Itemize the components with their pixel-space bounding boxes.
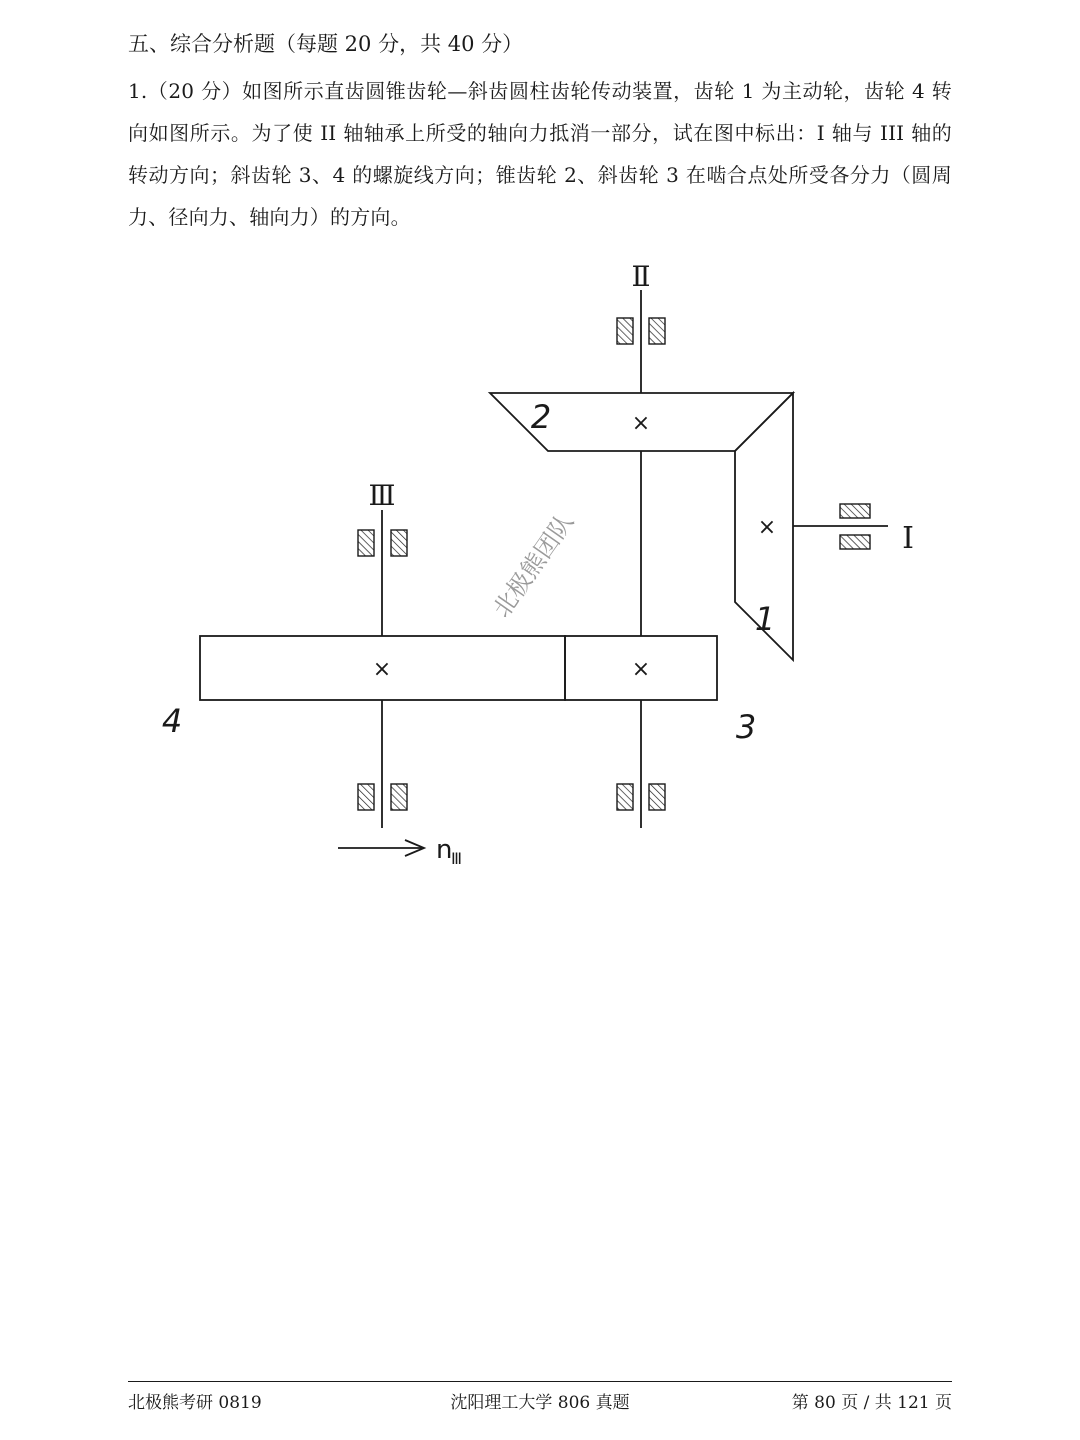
gear-1-axis-mark: × bbox=[757, 515, 777, 540]
page-footer bbox=[128, 1388, 952, 1418]
footer-divider bbox=[128, 1381, 952, 1382]
rotation-label: n bbox=[436, 835, 453, 865]
gear-4-label: 4 bbox=[161, 702, 183, 740]
footer-page-number: 第 80 页 / 共 121 页 bbox=[791, 1393, 952, 1413]
gear-1-label: 1 bbox=[754, 600, 776, 638]
gear-2-axis-mark: × bbox=[631, 411, 651, 436]
gear-3-label: 3 bbox=[735, 708, 757, 746]
rotation-subscript: Ⅲ bbox=[451, 849, 463, 868]
gear-2-label: 2 bbox=[530, 398, 552, 436]
shaft-1-label: I bbox=[902, 521, 914, 556]
gear-4-axis-mark: × bbox=[372, 657, 392, 682]
question-text: 1.（20 分）如图所示直齿圆锥齿轮—斜齿圆柱齿轮传动装置，齿轮 1 为主动轮，齿轮 4 转向如图所示。为了使 II 轴轴承上所受的轴向力抵消一部分，试在图中标出：I 轴与 III 轴的转动方向；斜齿轮 3、4 的螺旋线方向；锥齿轮 2、斜齿轮 3 在啮合点处所受各分力（圆周力、径向力、轴向力）的方向。 bbox=[128, 79, 952, 229]
section-heading: 五、综合分析题（每题 20 分，共 40 分） bbox=[128, 32, 524, 56]
shaft-2-label: Ⅱ bbox=[631, 260, 651, 293]
watermark: 北极熊团队 bbox=[487, 508, 580, 623]
gear-3-axis-mark: × bbox=[631, 657, 651, 682]
footer-left: 北极熊考研 0819 bbox=[128, 1393, 262, 1413]
rotation-arrow-icon bbox=[338, 840, 424, 856]
footer-center: 沈阳理工大学 806 真题 bbox=[450, 1393, 630, 1413]
shaft-3-label: Ⅲ bbox=[368, 479, 396, 512]
